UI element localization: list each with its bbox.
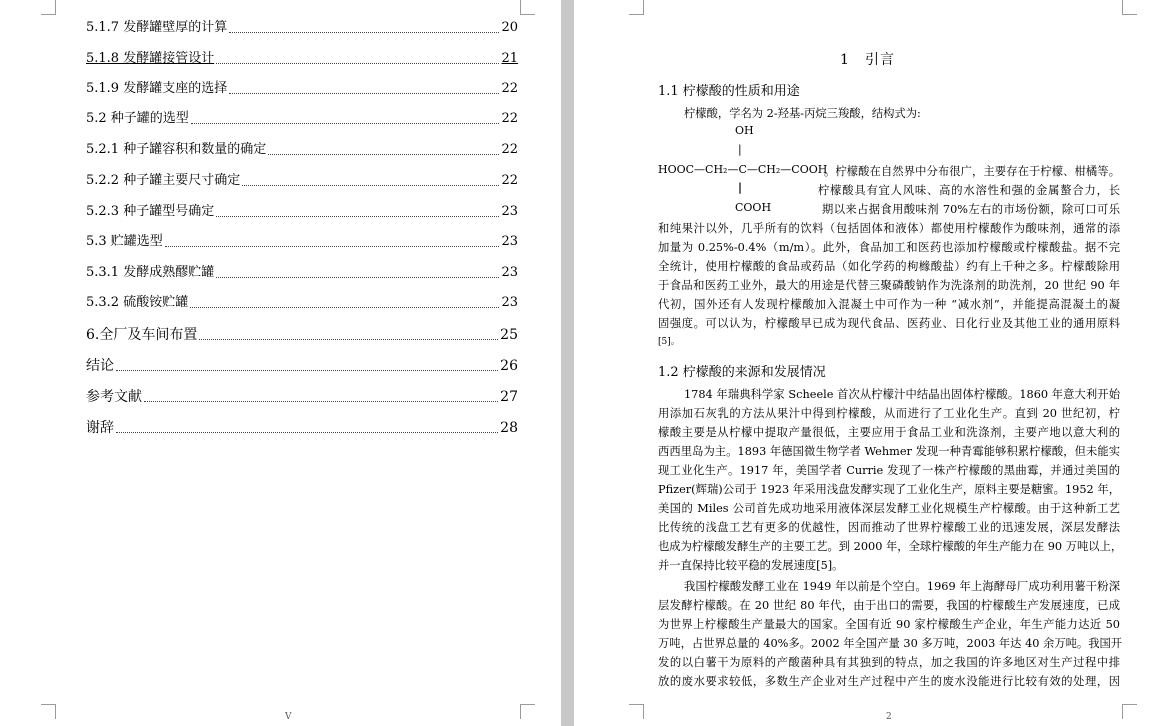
paragraph-line: 全统计，使用柠檬酸的食品或药品（如化学药的枸橼酸盐）约有上千种之多。柠檬酸除用 xyxy=(658,260,1120,273)
paragraph-line: 并一直保持比较平稳的发展速度[5]。 xyxy=(658,559,844,572)
crop-mark xyxy=(629,704,644,719)
paragraph-line: 和纯果汁以外，几乎所有的饮料（包括固体和液体）都使用柠檬酸作为酸味剂，通常的添 xyxy=(658,222,1120,235)
toc-entry[interactable]: 5.2.2 种子罐主要尺寸确定 22 xyxy=(86,173,518,188)
toc-entry[interactable]: 谢辞 28 xyxy=(86,420,518,436)
toc-leader xyxy=(199,338,498,340)
paragraph-line: 檬酸主要是从柠檬中提取产量很低，主要应用于食品工业和洗涤剂，主要产地以意大利的 xyxy=(658,426,1120,439)
paragraph-line: 。柠檬酸在自然界中分布很广，主要存在于柠檬、柑橘等。 xyxy=(824,165,1120,178)
paragraph-line: 放的废水要求较低，多数生产企业对生产过程中产生的废水没能进行比较有效的处理，因 xyxy=(658,675,1120,688)
paragraph-line: 万吨，占世界总量的 40%多。2002 年全国产量 30 多万吨，2003 年达 40 余万吨。我国开 xyxy=(658,637,1123,650)
paragraph-line: 1784 年瑞典科学家 Scheele 首次从柠檬汁中结晶出固体柠檬酸。1860 年意大利开始 xyxy=(684,388,1120,401)
chem-bond: | xyxy=(738,181,743,194)
toc-leader xyxy=(216,62,499,64)
paragraph-line: 用添加石灰乳的方法从果汁中得到柠檬酸，从而进行了工业化生产。直到 20 世纪初，柠 xyxy=(658,407,1120,420)
paragraph-line: 固强度。可以认为，柠檬酸早已成为现代食品、医药业、日化行业及其他工业的通用原料 xyxy=(658,317,1120,330)
toc-leader xyxy=(229,31,499,33)
paragraph-line: 也成为柠檬酸发酵生产的主要工艺。到 2000 年，全球柠檬酸的年生产能力在 90 万吨以上， xyxy=(658,540,1123,553)
section-heading: 1.2 柠檬酸的来源和发展情况 xyxy=(658,365,826,380)
crop-mark xyxy=(41,704,56,719)
toc-leader xyxy=(116,369,498,371)
paragraph-line: Pfizer(辉瑞)公司于 1923 年采用浅盘发酵实现了工业化生产，原料主要是糖蜜。1952 年， xyxy=(658,483,1120,496)
paragraph-line: 西西里岛为主。1893 年德国微生物学者 Wehmer 发现一种青霉能够积累柠檬酸，但未能实 xyxy=(658,445,1120,458)
crop-mark xyxy=(1122,0,1137,15)
paragraph-line: 柠檬酸具有宜人风味、高的水溶性和强的金属螯合力，长 xyxy=(818,184,1120,197)
toc-leader xyxy=(216,215,499,217)
crop-mark xyxy=(629,0,644,15)
toc-entry[interactable]: 参考文献 27 xyxy=(86,389,518,405)
document-page-right xyxy=(574,0,1161,726)
chem-oh: OH xyxy=(735,124,754,137)
toc-leader xyxy=(165,245,500,247)
chem-bond: | xyxy=(738,143,742,156)
toc-entry[interactable]: 6.全厂及车间布置 25 xyxy=(86,327,518,343)
chem-formula: HOOC—CH₂—C—CH₂—COOH xyxy=(658,163,828,176)
toc-entry[interactable]: 5.2.1 种子罐容积和数量的确定 22 xyxy=(86,142,518,157)
chem-cooh: COOH xyxy=(735,201,772,214)
paragraph-line: 我国柠檬酸发酵工业在 1949 年以前是个空白。1969 年上海酵母厂成功利用薯干粉深 xyxy=(684,580,1120,593)
toc-leader xyxy=(242,184,499,186)
page-number: V xyxy=(285,712,292,722)
toc-entry[interactable]: 5.3.2 硫酸铵贮罐 23 xyxy=(86,295,518,310)
paragraph-line: 美国的 Miles 公司首先成功地采用液体深层发酵工业化规模生产柠檬酸。由于这种新工艺 xyxy=(658,502,1120,515)
paragraph-line: 于食品和医药工业外，最大的用途是代替三聚磷酸钠作为洗涤剂的助洗剂，20 世纪 90 年 xyxy=(658,279,1120,292)
toc-leader xyxy=(268,153,499,155)
chapter-title: 1 引言 xyxy=(840,52,895,68)
toc-leader xyxy=(229,92,499,94)
toc-leader xyxy=(116,431,498,433)
paragraph-line: [5]。 xyxy=(658,337,680,347)
toc-entry[interactable]: 5.1.7 发酵罐壁厚的计算 20 xyxy=(86,20,518,35)
toc-leader xyxy=(144,400,498,402)
paragraph-line: 比传统的浅盘工艺有更多的优越性，因而推动了世界柠檬酸工业的迅速发展，深层发酵法 xyxy=(658,521,1120,534)
page-number: 2 xyxy=(886,712,892,722)
toc-entry[interactable]: 5.1.9 发酵罐支座的选择 22 xyxy=(86,81,518,96)
section-heading: 1.1 柠檬酸的性质和用途 xyxy=(658,84,800,99)
paragraph-line: 发的以白薯干为原料的产酸菌种具有其独到的特点，加之我国的许多地区对生产过程中排 xyxy=(658,656,1120,669)
crop-mark xyxy=(520,704,535,719)
toc-entry[interactable]: 5.1.8 发酵罐接管设计 21 xyxy=(86,51,518,66)
paragraph-line: 代初，国外还有人发现柠檬酸加入混凝土中可作为一种 “减水剂”，并能提高混凝土的凝 xyxy=(658,298,1120,311)
toc-leader xyxy=(190,306,499,308)
toc-entry[interactable]: 5.2 种子罐的选型 22 xyxy=(86,111,518,126)
toc-leader xyxy=(216,276,499,278)
toc-entry[interactable]: 5.2.3 种子罐型号确定 23 xyxy=(86,204,518,219)
paragraph-line: 期以来占据食用酸味剂 70%左右的市场份额，除可口可乐 xyxy=(822,203,1120,216)
crop-mark xyxy=(1122,704,1137,719)
toc-entry[interactable]: 5.3.1 发酵成熟醪贮罐 23 xyxy=(86,265,518,280)
paragraph-line: 为世界上柠檬酸生产量最大的国家。全国有近 90 家柠檬酸生产企业，年生产能力达近 50 xyxy=(658,618,1120,631)
toc-entry[interactable]: 5.3 贮罐选型 23 xyxy=(86,234,518,249)
paragraph-line: 层发酵柠檬酸。在 20 世纪 80 年代，由于出口的需要，我国的柠檬酸生产发展速度，已成 xyxy=(658,599,1120,612)
paragraph-line: 柠檬酸，学名为 2-羟基-丙烷三羧酸，结构式为: xyxy=(684,107,921,120)
document-page-left xyxy=(0,0,561,726)
crop-mark xyxy=(520,0,535,15)
toc-entry[interactable]: 结论 26 xyxy=(86,358,518,374)
toc-leader xyxy=(191,122,500,124)
paragraph-line: 加量为 0.25%-0.4%（m/m）。此外，食品加工和医药也添加柠檬酸或柠檬酸盐。据不完 xyxy=(658,241,1120,254)
paragraph-line: 现工业化生产。1917 年，美国学者 Currie 发现了一株产柠檬酸的黑曲霉，并通过美国的 xyxy=(658,464,1120,477)
crop-mark xyxy=(41,0,56,15)
